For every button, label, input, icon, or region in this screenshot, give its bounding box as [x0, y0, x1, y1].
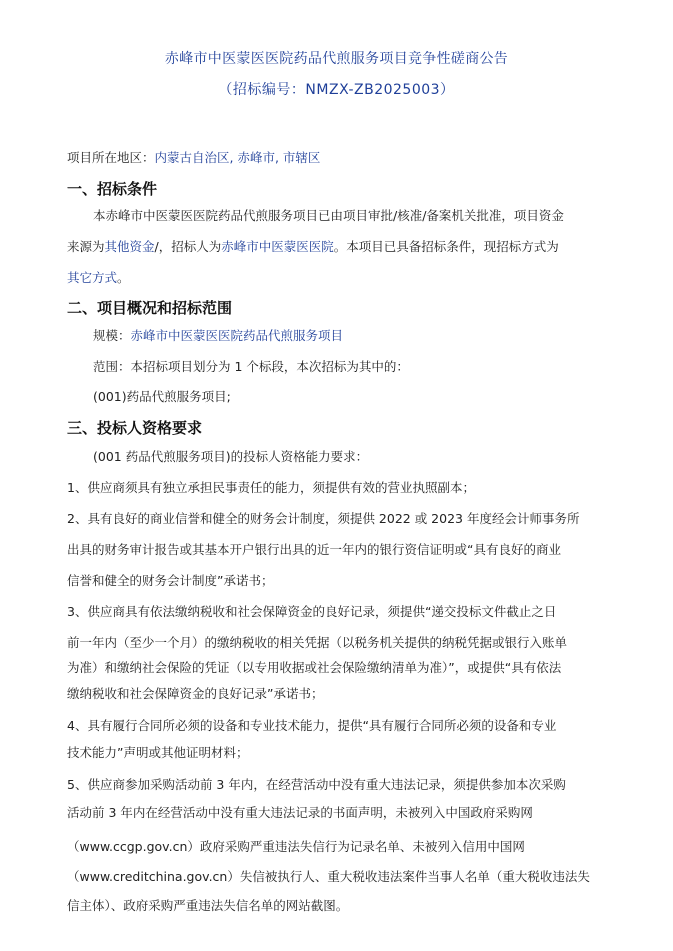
qualification-line: 活动前 3 年内在经营活动中没有重大违法记录的书面声明，未被列入中国政府采购网 — [67, 805, 533, 820]
section-2-heading: 二、项目概况和招标范围 — [67, 299, 233, 317]
qualification-line: 信主体）、政府采购严重违法失信名单的网站截图。 — [67, 898, 349, 913]
section-1-line-2: 来源为其他资金/，招标人为赤峰市中医蒙医医院。本项目已具备招标条件，现招标方式为 — [67, 239, 559, 254]
qualification-intro: (001 药品代煎服务项目)的投标人资格能力要求： — [93, 449, 369, 464]
location-label: 项目所在地区： — [67, 150, 155, 165]
project-scope: 范围：本招标项目划分为 1 个标段，本次招标为其中的： — [93, 359, 409, 374]
section-3-heading: 三、投标人资格要求 — [67, 419, 203, 437]
qualification-line: （www.ccgp.gov.cn）政府采购严重违法失信行为记录名单、未被列入信用中国网 — [67, 839, 525, 854]
qualification-line: （www.creditchina.gov.cn）失信被执行人、重大税收违法案件当事人名单（重大税收违法失 — [67, 869, 590, 884]
tenderer-name: 赤峰市中医蒙医医院 — [221, 239, 334, 254]
tender-method: 其它方式 — [67, 270, 118, 285]
qualification-line: 2、具有良好的商业信誉和健全的财务会计制度，须提供 2022 或 2023 年度经会计师事务所 — [67, 511, 580, 526]
section-1-line-1: 本赤峰市中医蒙医医院药品代煎服务项目已由项目审批/核准/备案机关批准，项目资金 — [93, 208, 564, 223]
qualification-line: 5、供应商参加采购活动前 3 年内，在经营活动中没有重大违法记录，须提供参加本次采购 — [67, 777, 566, 792]
funding-source: 其他资金 — [104, 239, 155, 254]
section-1-heading: 一、招标条件 — [67, 180, 158, 198]
qualification-line: 3、供应商具有依法缴纳税收和社会保障资金的良好记录，须提供“递交投标文件截止之日 — [67, 604, 557, 619]
project-scale: 规模：赤峰市中医蒙医医院药品代煎服务项目 — [93, 328, 344, 343]
document-title: 赤峰市中医蒙医医院药品代煎服务项目竞争性磋商公告 — [164, 51, 509, 67]
qualification-line: 为准）和缴纳社会保险的凭证（以专用收据或社会保险缴纳清单为准）”，或提供“具有依法 — [67, 660, 562, 675]
qualification-line: 信誉和健全的财务会计制度”承诺书； — [67, 573, 274, 588]
qualification-line: 出具的财务审计报告或其基本开户银行出具的近一年内的银行资信证明或“具有良好的商业 — [67, 542, 561, 557]
project-location — [67, 150, 320, 166]
qualification-line: 1、供应商须具有独立承担民事责任的能力，须提供有效的营业执照副本； — [67, 480, 475, 495]
qualification-line: 4、具有履行合同所必须的设备和专业技术能力，提供“具有履行合同所必须的设备和专业 — [67, 718, 557, 733]
lot-item: (001)药品代煎服务项目; — [93, 389, 231, 404]
tender-number: （招标编号：NMZX-ZB2025003） — [218, 82, 455, 98]
project-scale-value: 赤峰市中医蒙医医院药品代煎服务项目 — [130, 328, 344, 343]
qualification-line: 前一年内（至少一个月）的缴纳税收的相关凭据（以税务机关提供的纳税凭据或银行入账单 — [67, 635, 568, 650]
qualification-line: 缴纳税收和社会保障资金的良好记录”承诺书； — [67, 686, 324, 701]
section-1-line-3: 其它方式。 — [67, 270, 130, 285]
qualification-line: 技术能力”声明或其他证明材料； — [67, 745, 249, 760]
location-value: 内蒙古自治区, 赤峰市, 市辖区 — [154, 150, 321, 165]
